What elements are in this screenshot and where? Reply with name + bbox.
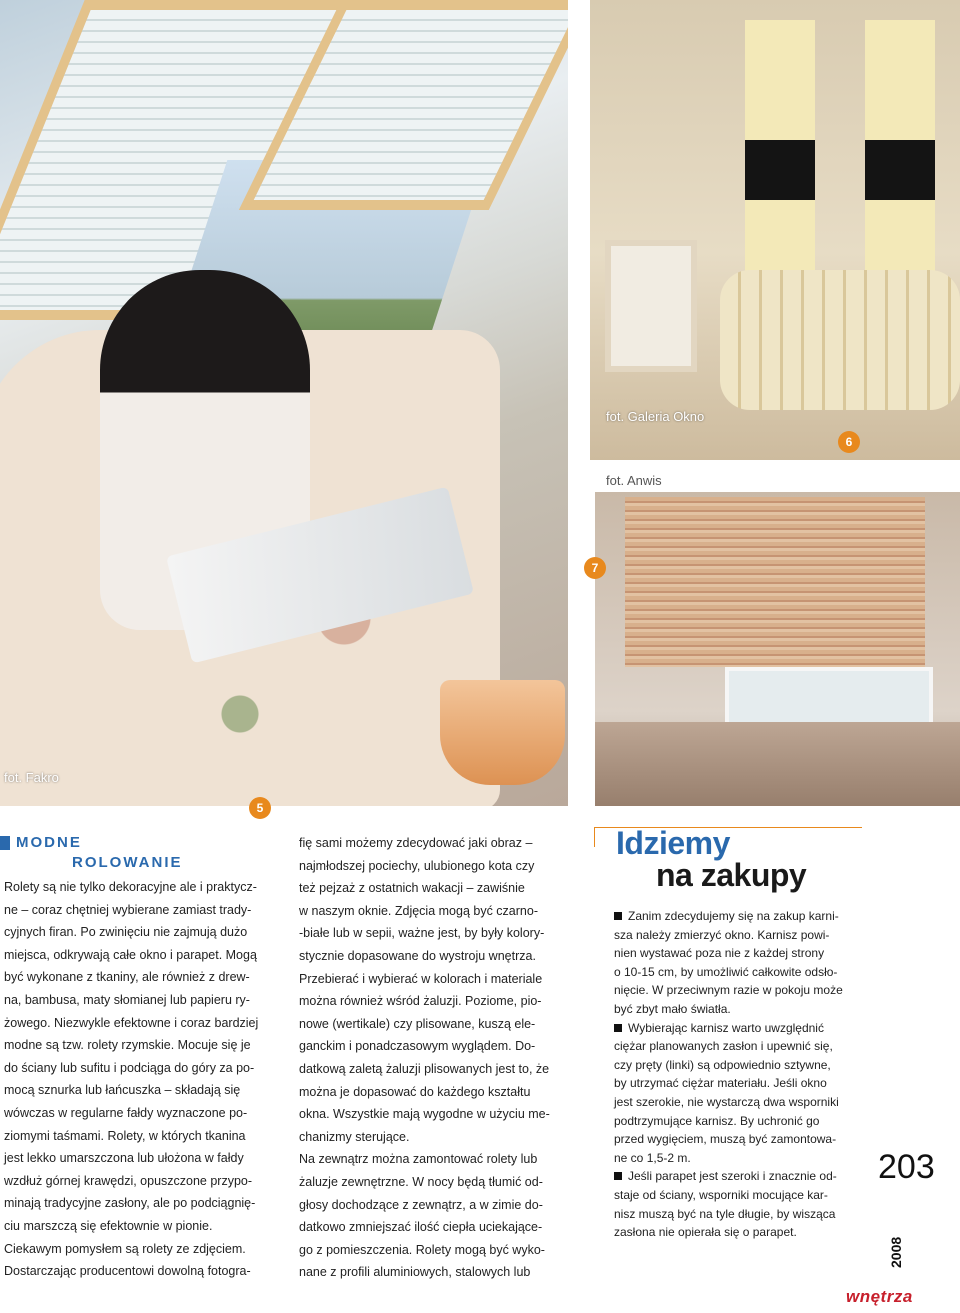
- tip-text: nisz muszą być na tyle długie, by wisząca: [614, 1206, 836, 1221]
- heading-marker: [0, 836, 10, 850]
- bullet-square-icon: [614, 1024, 622, 1032]
- tip-text: Jeśli parapet jest szeroki i znacznie od-: [628, 1169, 837, 1184]
- box-title-line-2: na zakupy: [656, 857, 807, 893]
- photo-number-5: 5: [249, 797, 271, 819]
- text-line: na, bambusa, maty słomianej lub papieru ry-: [4, 992, 250, 1007]
- text-line: stycznie dopasowane do wystroju wnętrza.: [299, 948, 536, 963]
- box-title-line-1: Idziemy: [616, 825, 730, 861]
- tip-line: [614, 926, 852, 945]
- text-line: ziomymi taśmami. Rolety, w których tkanina: [4, 1128, 246, 1143]
- photo-credit-anwis: fot. Anwis: [606, 473, 662, 488]
- tip-line: [614, 907, 852, 926]
- article-column-1: [4, 876, 272, 1283]
- text-line: Ciekawym pomysłem są rolety ze zdjęciem.: [4, 1241, 246, 1256]
- tip-line: [614, 1149, 852, 1168]
- tip-line: [614, 1186, 852, 1205]
- text-line: ciu marszczą się efektownie w pionie.: [4, 1218, 213, 1233]
- issue-year: 2008: [888, 1236, 904, 1268]
- text-line: ne – coraz chętniej wybierane zamiast trady-: [4, 902, 252, 917]
- bullet-square-icon: [614, 1172, 622, 1180]
- text-line: nowe (wertikale) czy plisowane, kuszą ele-: [299, 1016, 536, 1031]
- magazine-brand: wnętrza: [846, 1287, 913, 1306]
- tip-text: sza należy zmierzyć okno. Karnisz powi-: [614, 927, 830, 942]
- text-line: mocą sznurka lub łańcuszka – składają się: [4, 1083, 241, 1098]
- tip-line: [614, 1019, 852, 1038]
- text-line: datkowo zmniejszać ilość ciepła uciekające-: [299, 1220, 543, 1235]
- heading-line-1: MODNE: [16, 834, 82, 851]
- tip-line: [614, 1093, 852, 1112]
- text-line: jest lekko umarszczona lub ułożona w fałdy: [4, 1151, 244, 1166]
- tip-line: [614, 1205, 852, 1224]
- tip-item: [614, 1019, 852, 1168]
- text-line: datkową zaletą żaluzji plisowanych jest to, że: [299, 1061, 550, 1076]
- tip-item: [614, 907, 852, 1019]
- tip-text: być zbyt mało światła.: [614, 1001, 731, 1016]
- sofa: [720, 270, 960, 410]
- tip-text: Wybierając karnisz warto uwzględnić: [628, 1020, 824, 1035]
- text-line: minają tradycyjne zasłony, ale po podciągnię-: [4, 1196, 256, 1211]
- text-line: modne są tzw. rolety rzymskie. Mocuje się je: [4, 1038, 251, 1053]
- tip-line: [614, 1037, 852, 1056]
- tip-text: staje od ściany, wsporniki mocujące kar-: [614, 1187, 828, 1202]
- text-line: wówczas w regularne fałdy wyznaczone po-: [4, 1105, 248, 1120]
- tip-text: jest szerokie, nie wystarczą dwa wsporniki: [614, 1094, 839, 1109]
- text-line: fię sami możemy zdecydować jaki obraz –: [299, 836, 533, 850]
- tip-line: [614, 1223, 852, 1242]
- tip-text: zasłona nie opierała się o parapet.: [614, 1225, 797, 1240]
- photo-reading-woman-under-skylight: [0, 0, 568, 806]
- tip-line: [614, 944, 852, 963]
- text-line: w naszym oknie. Zdjęcia mogą być czarno-: [299, 903, 538, 918]
- article-column-2: [299, 832, 569, 1284]
- tip-line: [614, 981, 852, 1000]
- tip-text: Zanim zdecydujemy się na zakup karni-: [628, 909, 839, 923]
- text-line: Na zewnątrz można zamontować rolety lub: [299, 1152, 538, 1167]
- tip-line: [614, 1130, 852, 1149]
- photo-number-6: 6: [838, 431, 860, 453]
- photo-credit-galeria-okno: fot. Galeria Okno: [606, 409, 705, 424]
- photo-bamboo-blind: [595, 492, 960, 806]
- fireplace: [605, 240, 697, 372]
- shopping-tips-box: [594, 827, 862, 1239]
- tip-text: czy pręty (linki) są odpowiednio sztywne,: [614, 1057, 831, 1072]
- bamboo-roller-blind: [625, 497, 925, 667]
- text-line: Dostarczając producentowi dowolną fotogra-: [4, 1264, 251, 1279]
- heading-line-2: ROLOWANIE: [72, 854, 183, 871]
- text-line: miejsca, odkrywają całe okno i parapet. Mogą: [4, 947, 257, 962]
- text-line: żowego. Niezwykle efektowne i coraz bardziej: [4, 1015, 259, 1030]
- tips-list: [614, 907, 852, 1242]
- photo-living-room: [590, 0, 960, 460]
- tip-line: [614, 1112, 852, 1131]
- text-line: też pejzaż z ostatnich wakacji – zawiśnie: [299, 881, 525, 896]
- tip-text: nien wystawać poza nie z każdej strony: [614, 946, 825, 961]
- text-line: cyjnych firan. Po zwinięciu nie zajmują dużo: [4, 925, 248, 940]
- tip-line: [614, 1056, 852, 1075]
- tip-text: przed wygięciem, muszą być zamontowa-: [614, 1132, 837, 1147]
- text-line: -białe lub w sepii, ważne jest, by były kolory-: [299, 926, 545, 941]
- text-line: go z pomieszczenia. Rolety mogą być wyko-: [299, 1242, 545, 1257]
- text-line: Przebierać i wybierać w kolorach i materiale: [299, 971, 543, 986]
- tea-cup: [440, 680, 565, 785]
- text-line: okna. Wszystkie mają wygodne w użyciu me-: [299, 1107, 550, 1122]
- text-line: żaluzje zewnętrzne. W nocy będą tłumić od-: [299, 1174, 543, 1189]
- tip-text: podtrzymujące karnisz. By uchronić go: [614, 1113, 820, 1128]
- tip-text: ciężar planowanych zasłon i upewnić się,: [614, 1039, 833, 1054]
- bullet-square-icon: [614, 912, 622, 920]
- tip-line: [614, 1167, 852, 1186]
- box-corner-rule: [594, 827, 595, 847]
- text-line: najmłodszej pociechy, ulubionego kota czy: [299, 858, 535, 873]
- text-line: można je dopasować do każdego kształtu: [299, 1084, 531, 1099]
- tip-item: [614, 1167, 852, 1241]
- tip-text: o 10-15 cm, by umożliwić całkowite odsło-: [614, 964, 838, 979]
- photo-credit-fakro: fot. Fakro: [4, 770, 59, 785]
- text-line: chanizmy sterujące.: [299, 1129, 410, 1144]
- text-line: wzdłuż górnej krawędzi, opuszczone przypo-: [4, 1173, 253, 1188]
- tip-text: ne co 1,5-2 m.: [614, 1150, 691, 1165]
- text-line: Rolety są nie tylko dekoracyjne ale i praktycz-: [4, 880, 257, 894]
- text-line: być wykonane z tkaniny, ale również z drew-: [4, 970, 250, 985]
- tip-text: by utrzymać ciężar materiału. Jeśli okno: [614, 1076, 827, 1091]
- tip-text: nięcie. W przeciwnym razie w pokoju może: [614, 983, 843, 998]
- text-line: można również wśród żaluzji. Poziome, pio-: [299, 994, 542, 1009]
- tip-line: [614, 1000, 852, 1019]
- text-line: nane z profili aluminiowych, stalowych lub: [299, 1265, 531, 1280]
- tip-line: [614, 963, 852, 982]
- page-number: 203: [878, 1148, 935, 1186]
- tip-line: [614, 1074, 852, 1093]
- photo-number-7: 7: [584, 557, 606, 579]
- text-line: głosy dochodzące z zewnątrz, a w zimie do-: [299, 1197, 543, 1212]
- text-line: ganckim i ponadczasowym wyglądem. Do-: [299, 1039, 536, 1054]
- text-line: do ściany lub sufitu i podciąga do góry za po-: [4, 1060, 255, 1075]
- window-sill: [595, 722, 960, 806]
